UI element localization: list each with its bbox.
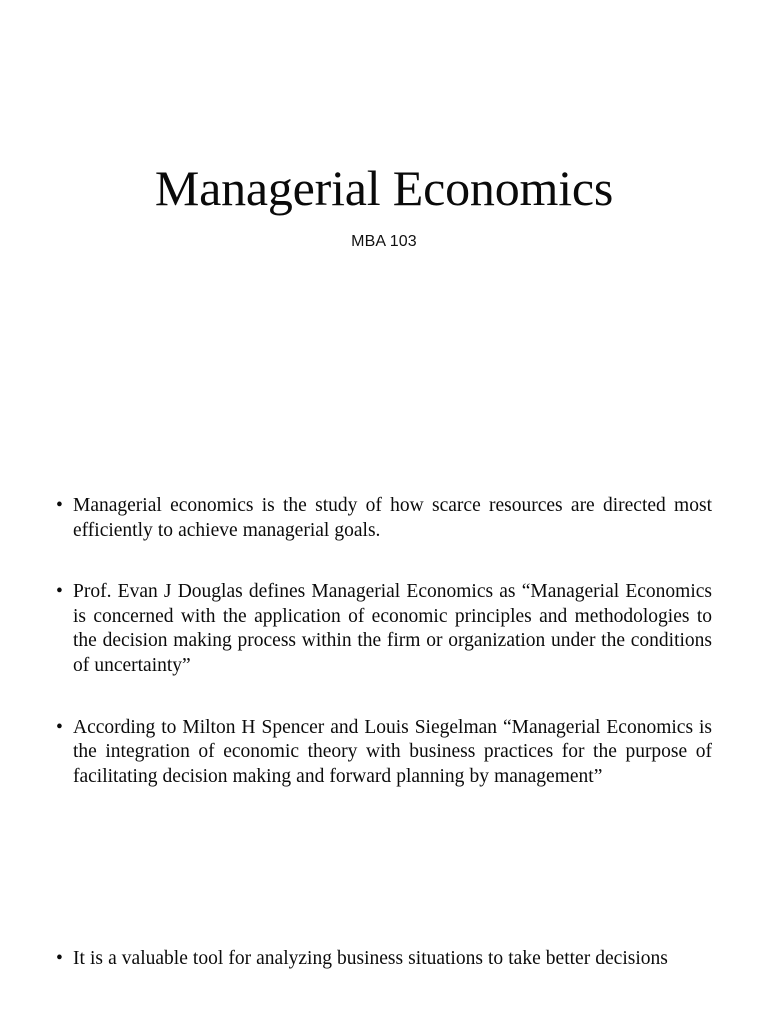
bullet-list bbox=[56, 494, 712, 972]
list-item-text: It is a valuable tool for analyzing business situations to take better decisions bbox=[73, 948, 668, 970]
page-title: Managerial Economics bbox=[154, 160, 614, 216]
bullet-marker-icon: • bbox=[56, 581, 63, 603]
list-item-text: According to Milton H Spencer and Louis Siegelman “Managerial Economics is the integration of economic theory with business practices for the purpose of facilitating decision making and forward planning by management” bbox=[73, 716, 712, 787]
list-item bbox=[56, 947, 712, 972]
bullet-marker-icon: • bbox=[56, 948, 63, 970]
bullet-marker-icon: • bbox=[56, 716, 63, 738]
page-subtitle: MBA 103 bbox=[351, 233, 417, 250]
list-item bbox=[56, 494, 712, 543]
title-block bbox=[0, 160, 768, 253]
bullet-marker-icon: • bbox=[56, 495, 63, 516]
list-item-text: Prof. Evan J Douglas defines Managerial Economics as “Managerial Economics is concerned with the application of economic principles and methodologies to the decision making process within the firm or organization under the conditions of uncertainty” bbox=[73, 581, 712, 676]
list-item bbox=[56, 580, 712, 678]
list-item-text: Managerial economics is the study of how scarce resources are directed most efficiently to achieve managerial goals. bbox=[73, 495, 712, 541]
list-item bbox=[56, 716, 712, 790]
